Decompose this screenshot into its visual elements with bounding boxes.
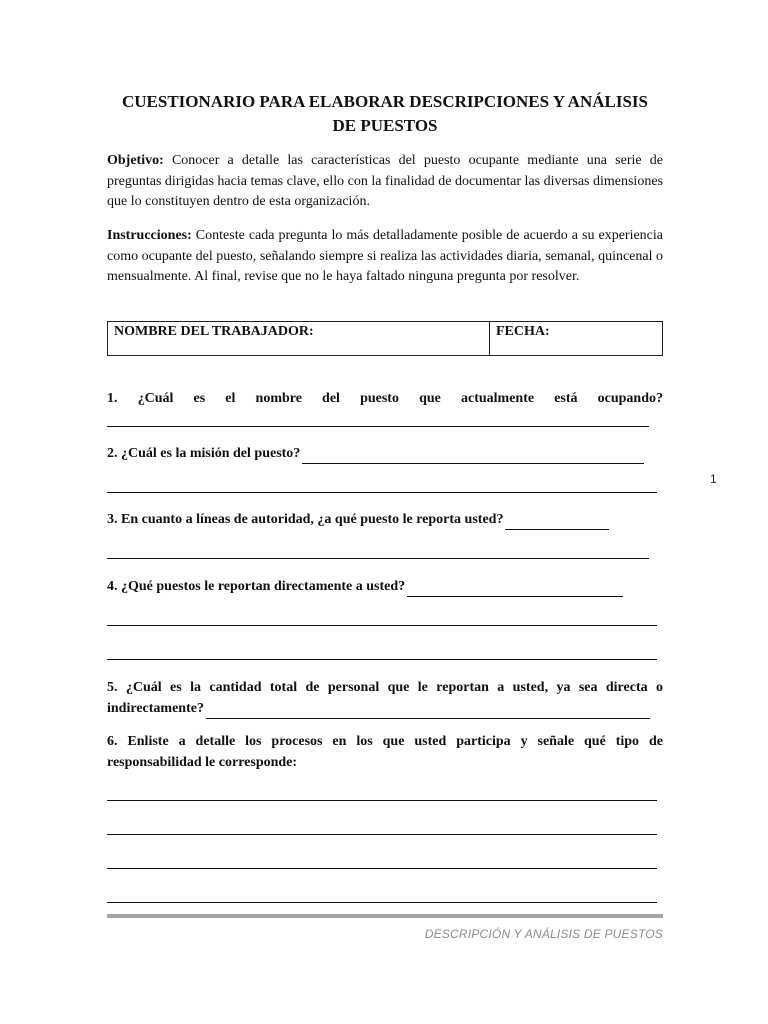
question-4-text: 4. ¿Qué puestos le reportan directamente a usted?	[107, 579, 406, 594]
objective-text: Conocer a detalle las características del puesto ocupante mediante una serie de preguntas dirigidas hacia temas clave, ello con la finalidad de documentar las diversas dimensiones que lo constituyen dentro de esta organización.	[107, 153, 663, 209]
question-3	[107, 509, 663, 530]
question-2	[107, 443, 663, 464]
question-3-text: 3. En cuanto a líneas de autoridad, ¿a qué puesto le reporta usted?	[107, 512, 504, 527]
date-field[interactable]	[490, 322, 662, 355]
question-5-text-line-2: indirectamente?	[107, 701, 204, 716]
worker-name-label: NOMBRE DEL TRABAJADOR:	[114, 324, 314, 339]
question-1-text: 1. ¿Cuál es el nombre del puesto que actualmente está ocupando?	[107, 391, 663, 406]
question-6-text-line-2: responsabilidad le corresponde:	[107, 755, 298, 770]
question-6-text-line-1: 6. Enliste a detalle los procesos en los que usted participa y señale qué tipo de	[107, 734, 663, 749]
answer-line-1[interactable]	[107, 426, 649, 427]
document-title	[107, 90, 663, 138]
question-4	[107, 576, 663, 597]
instructions-paragraph	[107, 226, 663, 288]
objective-label: Objetivo:	[107, 153, 164, 168]
answer-line-6c[interactable]	[107, 868, 657, 869]
objective-paragraph	[107, 151, 663, 213]
worker-name-field[interactable]	[108, 322, 490, 355]
answer-line-6b[interactable]	[107, 834, 657, 835]
question-5-text-line-1: 5. ¿Cuál es la cantidad total de personal que le reportan a usted, ya sea directa o	[107, 680, 663, 695]
answer-line-2b[interactable]	[107, 492, 657, 493]
answer-line-4a[interactable]	[407, 582, 623, 597]
instructions-label: Instrucciones:	[107, 228, 192, 243]
answer-line-3a[interactable]	[505, 515, 609, 530]
footer-text: DESCRIPCIÓN Y ANÁLISIS DE PUESTOS	[424, 927, 663, 941]
instructions-text: Conteste cada pregunta lo más detalladamente posible de acuerdo a su experiencia como ocupante del puesto, señalando siempre si realiza las actividades diaria, semanal, quincenal o mensualmente. Al final, revise que no le haya faltado ninguna pregunta por resolver.	[107, 228, 663, 284]
worker-info-table	[107, 321, 663, 356]
answer-line-3b[interactable]	[107, 558, 649, 559]
answer-line-4c[interactable]	[107, 659, 657, 660]
question-1	[107, 388, 663, 409]
page-number: 1	[710, 472, 717, 486]
answer-line-2a[interactable]	[302, 449, 644, 464]
title-line-2: DE PUESTOS	[332, 116, 438, 135]
answer-line-6d[interactable]	[107, 902, 657, 903]
footer-rule	[107, 914, 663, 918]
date-label: FECHA:	[496, 324, 550, 339]
answer-line-6a[interactable]	[107, 800, 657, 801]
question-6	[107, 731, 663, 773]
answer-line-5[interactable]	[206, 704, 650, 719]
question-2-text: 2. ¿Cuál es la misión del puesto?	[107, 446, 301, 461]
answer-line-4b[interactable]	[107, 625, 657, 626]
title-line-1: CUESTIONARIO PARA ELABORAR DESCRIPCIONES Y ANÁLISIS	[121, 92, 648, 111]
question-5	[107, 677, 663, 719]
